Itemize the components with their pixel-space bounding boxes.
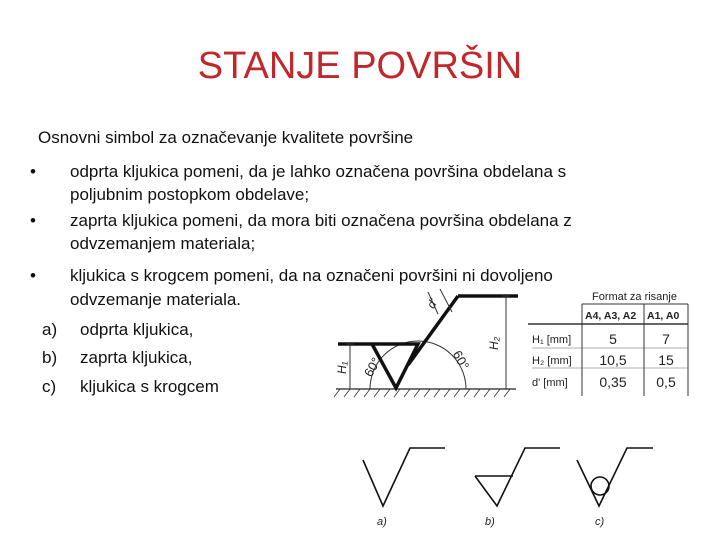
- bullet-marker: •: [30, 162, 36, 181]
- h2-label: H₂: [487, 336, 501, 350]
- symbol-label-c: c): [595, 516, 605, 528]
- surface-symbol-diagram: [320, 284, 520, 409]
- open-tick-symbol: [363, 448, 445, 528]
- angle-left-label: 60°: [360, 354, 384, 380]
- angle-right-label: 60°: [449, 347, 473, 373]
- list-marker: b): [42, 348, 58, 367]
- symbol-variants: [355, 438, 655, 530]
- bullet-2-line2: odvzemanjem materiala;: [70, 234, 256, 253]
- list-marker: c): [42, 377, 57, 396]
- bullet-2-line1: zaprta kljukica pomeni, da mora biti označena površina obdelana z: [70, 211, 572, 230]
- table-row-label: H₂ [mm]: [532, 355, 572, 367]
- bullet-3-line2: odvzemanje materiala.: [70, 290, 242, 309]
- table-row-label: d' [mm]: [532, 377, 568, 389]
- list-item-b: zaprta kljukica,: [80, 348, 193, 367]
- closed-tick-symbol: [475, 448, 560, 528]
- page-title: STANJE POVRŠIN: [197, 45, 523, 87]
- d-label: d': [423, 296, 441, 311]
- h1-label: H₁: [335, 361, 349, 374]
- table-header-col2: A1, A0: [647, 310, 680, 322]
- table-cell: 15: [658, 352, 674, 368]
- table-header-col1: A4, A3, A2: [585, 310, 637, 322]
- bullet-3-line1: kljukica s krogcem pomeni, da na označeni površini ni dovoljeno: [70, 266, 553, 285]
- table-cell: 10,5: [599, 352, 627, 368]
- symbol-label-b: b): [485, 516, 495, 528]
- list-marker: a): [42, 320, 58, 339]
- table-cell: 0,5: [656, 374, 676, 390]
- table-row-label: H₁ [mm]: [532, 334, 572, 346]
- table-caption: Format za risanje: [592, 291, 677, 303]
- intro-text: Osnovni simbol za označevanje kvalitete površine: [38, 128, 414, 147]
- table-cell: 5: [609, 331, 617, 347]
- bullet-1-line2: poljubnim postopkom obdelave;: [70, 185, 310, 204]
- format-table: [528, 288, 690, 396]
- bullet-marker: •: [30, 266, 36, 285]
- list-item-c: kljukica s krogcem: [80, 377, 219, 396]
- bullet-marker: •: [30, 211, 36, 230]
- bullet-1-line1: odprta kljukica pomeni, da je lahko označena površina obdelana s: [70, 162, 567, 181]
- table-cell: 7: [662, 331, 670, 347]
- circle-tick-symbol: [577, 448, 653, 528]
- table-cell: 0,35: [599, 374, 627, 390]
- symbol-label-a: a): [377, 516, 387, 528]
- list-item-a: odprta kljukica,: [80, 320, 194, 339]
